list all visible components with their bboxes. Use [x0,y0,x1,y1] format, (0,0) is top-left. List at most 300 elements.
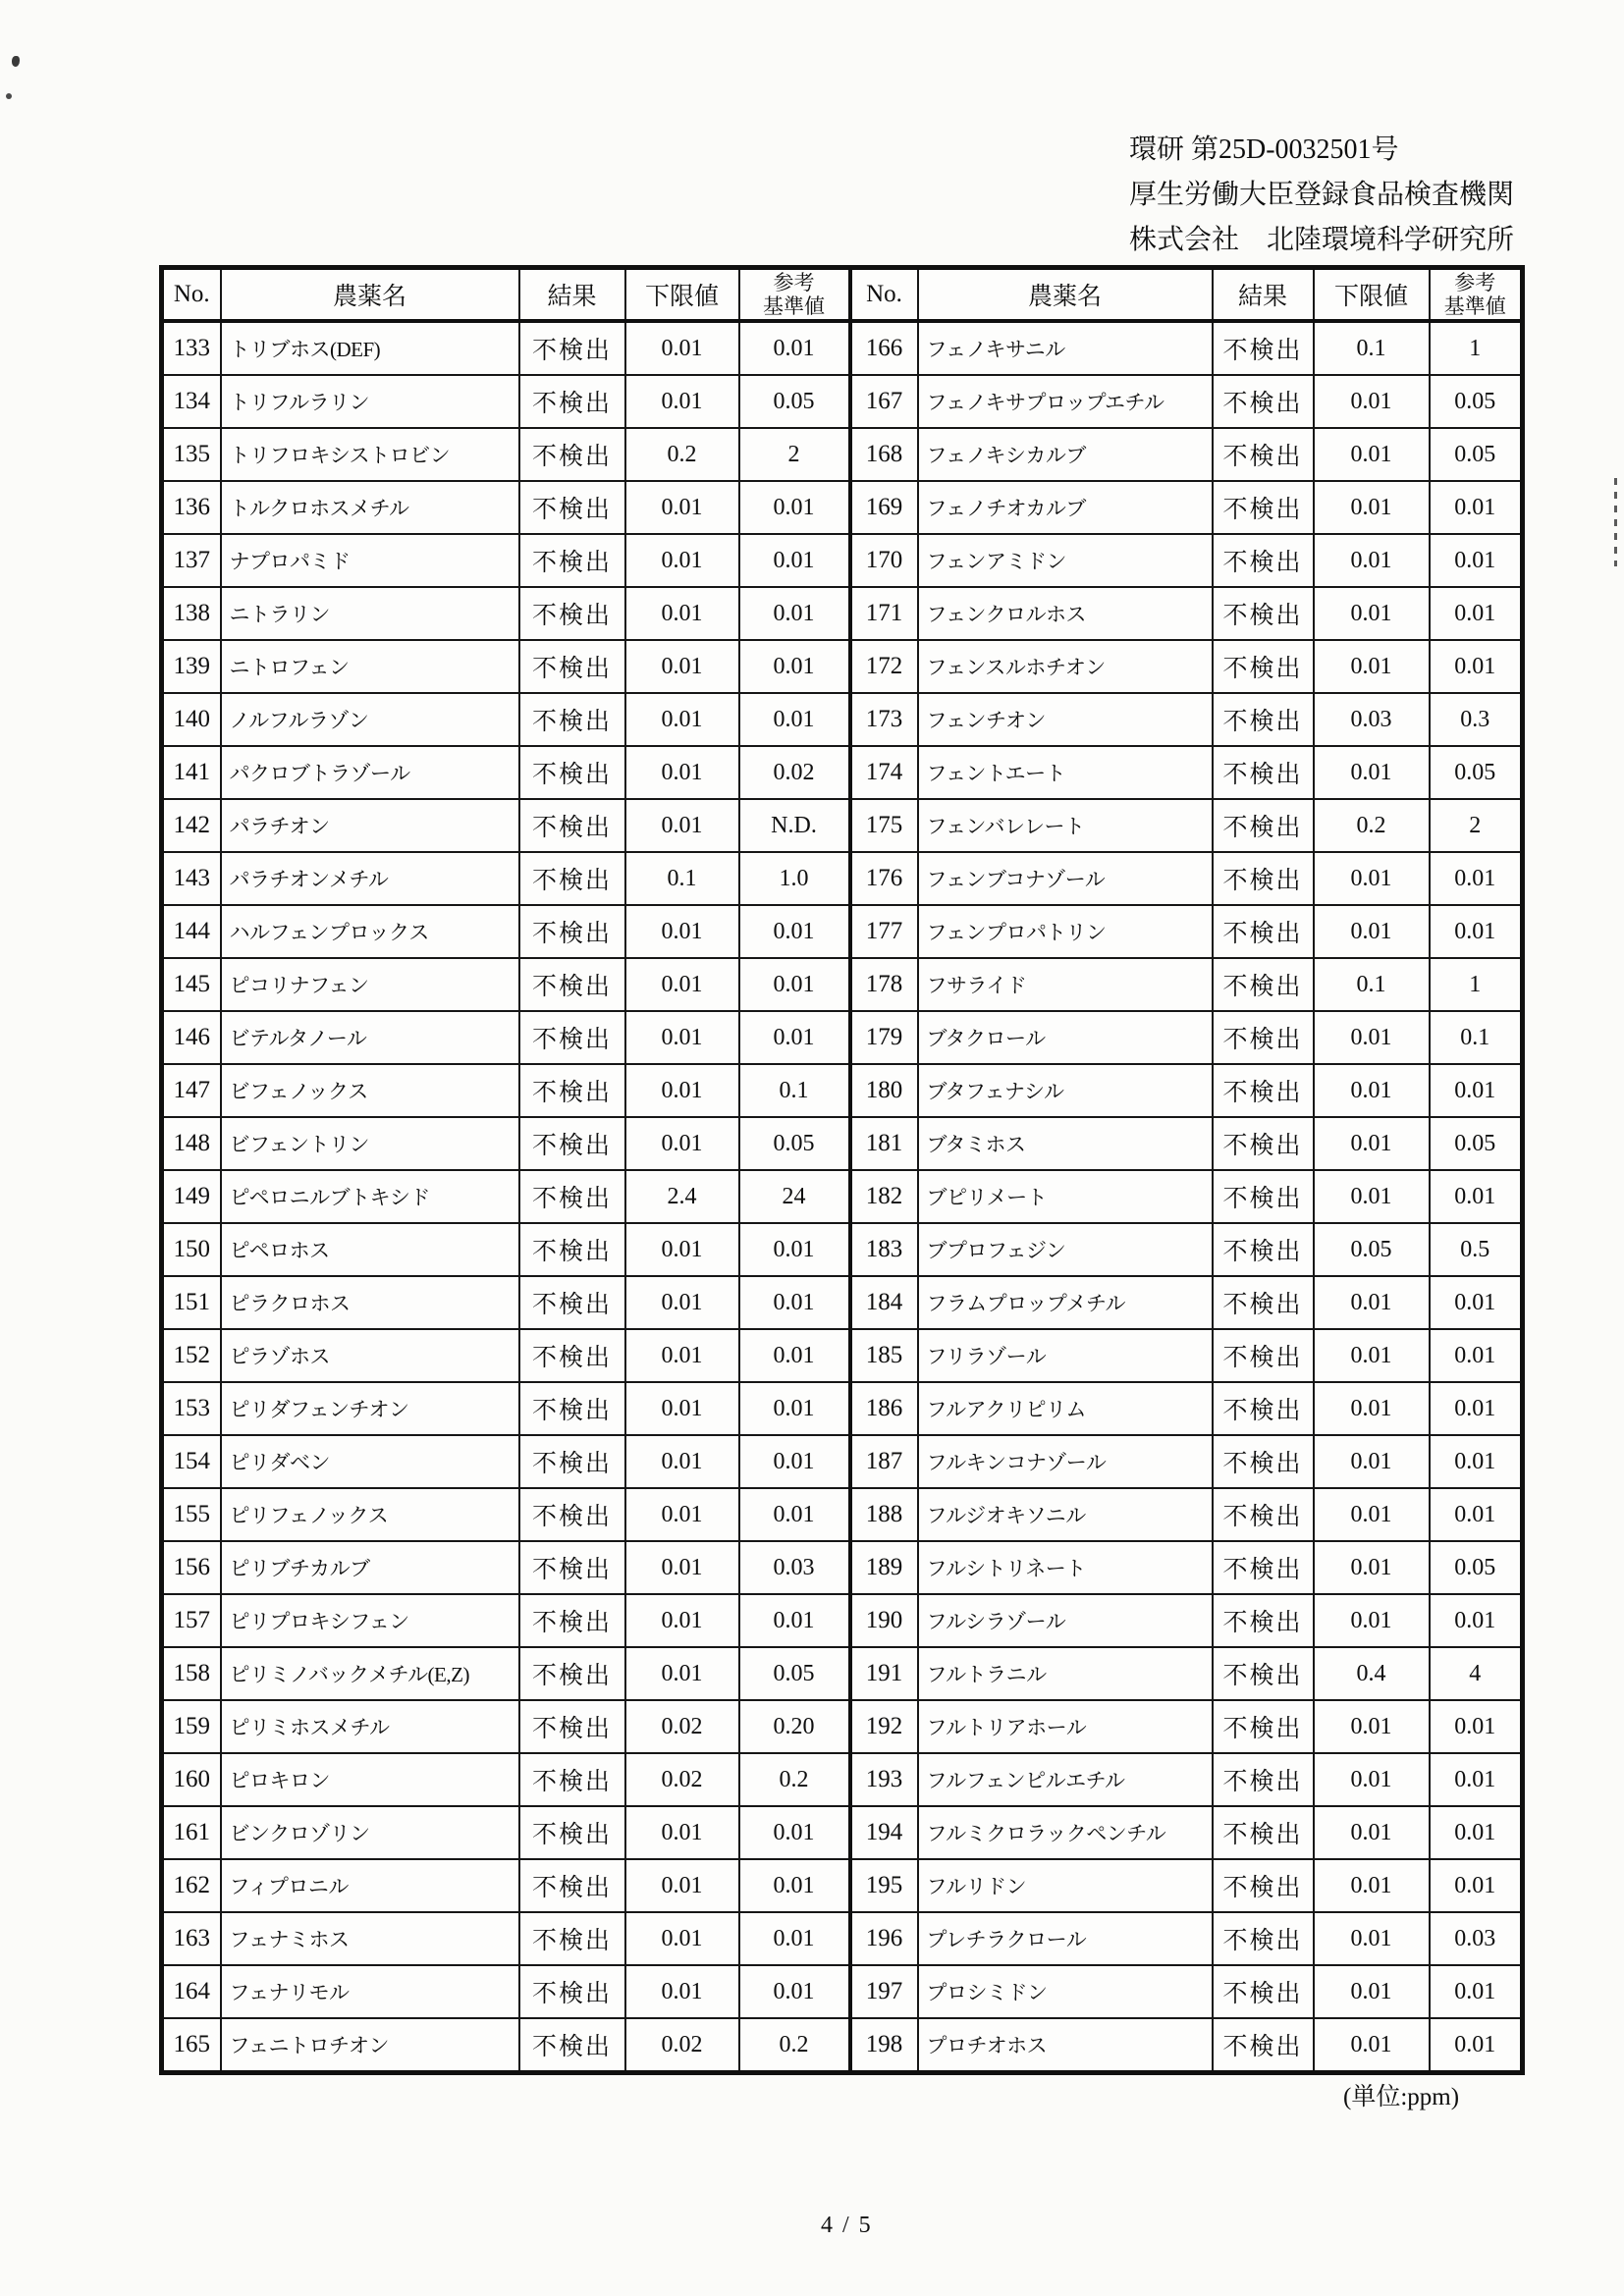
header-reference-line2: 基準値 [1443,294,1506,318]
result-value: 不検出 [519,1488,625,1541]
table-row [162,1170,1523,1223]
result-value: 不検出 [1213,1276,1314,1329]
pesticide-name: フェニトロチオン [221,2018,519,2073]
lower-limit-value: 0.01 [625,693,739,746]
reference-value: 0.01 [1430,1064,1523,1117]
lower-limit-value: 0.01 [1314,1488,1430,1541]
reference-value: 0.01 [739,905,850,958]
row-no: 198 [850,2018,918,2073]
reference-value: 0.01 [739,1965,850,2018]
table-row [162,1806,1523,1859]
pesticide-name: ピリフェノックス [221,1488,519,1541]
row-no: 151 [162,1276,221,1329]
lower-limit-value: 0.01 [1314,1541,1430,1594]
lower-limit-value: 0.03 [1314,693,1430,746]
reference-value: 0.01 [1430,1276,1523,1329]
result-value: 不検出 [519,1170,625,1223]
result-value: 不検出 [1213,587,1314,640]
result-value: 不検出 [1213,640,1314,693]
header-pesticide-name-left: 農薬名 [221,268,519,322]
table-header-row [162,268,1523,322]
row-no: 138 [162,587,221,640]
table-row [162,375,1523,428]
row-no: 163 [162,1912,221,1965]
reference-value: 0.01 [739,958,850,1011]
lower-limit-value: 0.01 [625,1912,739,1965]
table-row [162,1011,1523,1064]
result-value: 不検出 [1213,1541,1314,1594]
lower-limit-value: 0.01 [1314,1965,1430,2018]
result-value: 不検出 [519,1859,625,1912]
pesticide-name: フルミクロラックペンチル [918,1806,1213,1859]
result-value: 不検出 [519,534,625,587]
lower-limit-value: 0.01 [1314,1806,1430,1859]
reference-value: 0.01 [739,1912,850,1965]
row-no: 140 [162,693,221,746]
lower-limit-value: 0.01 [1314,1064,1430,1117]
row-no: 181 [850,1117,918,1170]
lower-limit-value: 0.05 [1314,1223,1430,1276]
result-value: 不検出 [519,958,625,1011]
reference-value: 0.01 [739,321,850,375]
reference-value: 0.01 [739,1223,850,1276]
table-row [162,1488,1523,1541]
row-no: 155 [162,1488,221,1541]
result-value: 不検出 [1213,2018,1314,2073]
result-value: 不検出 [1213,958,1314,1011]
row-no: 143 [162,852,221,905]
row-no: 147 [162,1064,221,1117]
pesticide-name: ニトラリン [221,587,519,640]
table-row [162,958,1523,1011]
reference-value: 1.0 [739,852,850,905]
reference-value: 0.1 [739,1064,850,1117]
lower-limit-value: 0.01 [1314,1382,1430,1435]
reference-value: 2 [1430,799,1523,852]
pesticide-name: ピラクロホス [221,1276,519,1329]
pesticide-name: フルリドン [918,1859,1213,1912]
row-no: 156 [162,1541,221,1594]
table-row [162,1223,1523,1276]
pesticide-name: トリフルラリン [221,375,519,428]
reference-value: 0.3 [1430,693,1523,746]
reference-value: 0.01 [739,640,850,693]
result-value: 不検出 [1213,1488,1314,1541]
lower-limit-value: 0.01 [1314,1753,1430,1806]
row-no: 184 [850,1276,918,1329]
result-value: 不検出 [1213,1859,1314,1912]
reference-value: 0.5 [1430,1223,1523,1276]
pesticide-name: フルキンコナゾール [918,1435,1213,1488]
row-no: 137 [162,534,221,587]
reference-value: 0.03 [739,1541,850,1594]
reference-value: 0.01 [1430,1965,1523,2018]
result-value: 不検出 [519,746,625,799]
lower-limit-value: 0.01 [1314,1912,1430,1965]
reference-value: 0.05 [1430,746,1523,799]
row-no: 174 [850,746,918,799]
reference-value: 0.01 [739,1488,850,1541]
reference-value: 0.01 [739,1806,850,1859]
result-value: 不検出 [519,481,625,534]
lower-limit-value: 0.01 [1314,2018,1430,2073]
scan-artifact [6,93,12,99]
table-row [162,1117,1523,1170]
row-no: 160 [162,1753,221,1806]
row-no: 133 [162,321,221,375]
pesticide-name: ハルフェンプロックス [221,905,519,958]
pesticide-name: パクロブトラゾール [221,746,519,799]
pesticide-name: ピリダベン [221,1435,519,1488]
pesticide-name: フルトリアホール [918,1700,1213,1753]
pesticide-name: ブタミホス [918,1117,1213,1170]
header-reference-line1: 参考 [1454,271,1496,294]
pesticide-name: フィプロニル [221,1859,519,1912]
pesticide-name: フェントエート [918,746,1213,799]
result-value: 不検出 [519,1647,625,1700]
table-row [162,1965,1523,2018]
row-no: 189 [850,1541,918,1594]
lower-limit-value: 0.2 [625,428,739,481]
row-no: 173 [850,693,918,746]
row-no: 162 [162,1859,221,1912]
pesticide-name: ピコリナフェン [221,958,519,1011]
lower-limit-value: 0.1 [1314,958,1430,1011]
lower-limit-value: 0.01 [625,958,739,1011]
row-no: 167 [850,375,918,428]
result-value: 不検出 [519,905,625,958]
reference-value: 0.01 [739,1276,850,1329]
lower-limit-value: 0.01 [625,1329,739,1382]
pesticide-name: フェンクロルホス [918,587,1213,640]
result-value: 不検出 [1213,1753,1314,1806]
reference-value: 0.01 [739,481,850,534]
pesticide-results-table [159,265,1525,2075]
result-value: 不検出 [519,428,625,481]
result-value: 不検出 [1213,1912,1314,1965]
pesticide-name: フェナミホス [221,1912,519,1965]
pesticide-name: ブタクロール [918,1011,1213,1064]
row-no: 194 [850,1806,918,1859]
lower-limit-value: 0.01 [625,1064,739,1117]
result-value: 不検出 [519,1594,625,1647]
pesticide-name: フルフェンピルエチル [918,1753,1213,1806]
pesticide-name: ピリミホスメチル [221,1700,519,1753]
lower-limit-value: 0.01 [1314,1011,1430,1064]
lower-limit-value: 0.01 [1314,375,1430,428]
lower-limit-value: 0.01 [625,905,739,958]
row-no: 135 [162,428,221,481]
table-row [162,428,1523,481]
lower-limit-value: 0.01 [625,375,739,428]
pesticide-name: フルアクリピリム [918,1382,1213,1435]
table-row [162,1753,1523,1806]
table-row [162,481,1523,534]
row-no: 172 [850,640,918,693]
result-value: 不検出 [1213,375,1314,428]
table-row [162,1700,1523,1753]
lower-limit-value: 0.02 [625,1753,739,1806]
table-row [162,321,1523,375]
result-value: 不検出 [1213,746,1314,799]
reference-value: 1 [1430,958,1523,1011]
row-no: 185 [850,1329,918,1382]
row-no: 183 [850,1223,918,1276]
row-no: 195 [850,1859,918,1912]
pesticide-name: フェンブコナゾール [918,852,1213,905]
header-result-right: 結果 [1213,268,1314,322]
table-row [162,1647,1523,1700]
header-pesticide-name-right: 農薬名 [918,268,1213,322]
result-value: 不検出 [519,1541,625,1594]
reference-value: 0.01 [739,1011,850,1064]
header-lower-limit-right: 下限値 [1314,268,1430,322]
pesticide-name: ブタフェナシル [918,1064,1213,1117]
result-value: 不検出 [519,1806,625,1859]
row-no: 145 [162,958,221,1011]
lower-limit-value: 0.2 [1314,799,1430,852]
pesticide-name: ビフェントリン [221,1117,519,1170]
reference-value: 0.05 [739,375,850,428]
lower-limit-value: 0.1 [625,852,739,905]
reference-value: 0.05 [1430,375,1523,428]
reference-value: 0.1 [1430,1011,1523,1064]
header-reference-left [739,268,850,322]
result-value: 不検出 [1213,852,1314,905]
reference-value: 0.05 [1430,428,1523,481]
result-value: 不検出 [519,1700,625,1753]
row-no: 164 [162,1965,221,2018]
table-row [162,640,1523,693]
pesticide-name: フェンバレレート [918,799,1213,852]
reference-value: 0.01 [739,1382,850,1435]
lower-limit-value: 0.01 [625,534,739,587]
table-row [162,1912,1523,1965]
row-no: 146 [162,1011,221,1064]
pesticide-name: フルシラゾール [918,1594,1213,1647]
lower-limit-value: 2.4 [625,1170,739,1223]
lower-limit-value: 0.01 [1314,1276,1430,1329]
row-no: 182 [850,1170,918,1223]
lower-limit-value: 0.01 [625,746,739,799]
table-row [162,1064,1523,1117]
result-value: 不検出 [519,1912,625,1965]
row-no: 141 [162,746,221,799]
row-no: 136 [162,481,221,534]
result-value: 不検出 [519,587,625,640]
reference-value: 0.2 [739,1753,850,1806]
pesticide-name: トリブホス(DEF) [221,321,519,375]
row-no: 176 [850,852,918,905]
lower-limit-value: 0.01 [1314,1435,1430,1488]
reference-value: 0.01 [739,587,850,640]
reference-value: 0.01 [739,1329,850,1382]
registration-line: 厚生労働大臣登録食品検査機関 [1129,180,1515,210]
pesticide-name: ピペロニルブトキシド [221,1170,519,1223]
pesticide-name: ピリプロキシフェン [221,1594,519,1647]
pesticide-name: ノルフルラゾン [221,693,519,746]
row-no: 139 [162,640,221,693]
pesticide-name: ニトロフェン [221,640,519,693]
lower-limit-value: 0.01 [625,1382,739,1435]
row-no: 158 [162,1647,221,1700]
lower-limit-value: 0.01 [625,587,739,640]
header-no-left: No. [162,268,221,322]
reference-value: 0.01 [739,534,850,587]
row-no: 144 [162,905,221,958]
row-no: 161 [162,1806,221,1859]
document-number: 環研 第25D-0032501号 [1129,134,1399,165]
row-no: 191 [850,1647,918,1700]
document-header [1129,128,1514,263]
row-no: 159 [162,1700,221,1753]
lower-limit-value: 0.01 [1314,587,1430,640]
table-row [162,799,1523,852]
header-reference-line1: 参考 [773,271,815,294]
pesticide-name: フェノキサニル [918,321,1213,375]
lower-limit-value: 0.01 [1314,1170,1430,1223]
pesticide-name: ナプロパミド [221,534,519,587]
table-row [162,1541,1523,1594]
pesticide-name: ブピリメート [918,1170,1213,1223]
reference-value: 0.01 [1430,1594,1523,1647]
lower-limit-value: 0.01 [1314,746,1430,799]
lower-limit-value: 0.01 [1314,1117,1430,1170]
row-no: 153 [162,1382,221,1435]
lower-limit-value: 0.4 [1314,1647,1430,1700]
lower-limit-value: 0.01 [1314,1700,1430,1753]
pesticide-name: トリフロキシストロビン [221,428,519,481]
row-no: 152 [162,1329,221,1382]
result-value: 不検出 [519,1064,625,1117]
row-no: 149 [162,1170,221,1223]
reference-value: 24 [739,1170,850,1223]
lower-limit-value: 0.01 [625,1011,739,1064]
row-no: 170 [850,534,918,587]
reference-value: 0.01 [1430,1859,1523,1912]
row-no: 157 [162,1594,221,1647]
header-lower-limit-left: 下限値 [625,268,739,322]
page-number: 4 / 5 [821,2213,873,2238]
reference-value: 0.01 [739,1435,850,1488]
header-reference-line2: 基準値 [763,294,825,318]
row-no: 142 [162,799,221,852]
pesticide-name: ピリブチカルブ [221,1541,519,1594]
scan-artifact [12,56,20,67]
row-no: 196 [850,1912,918,1965]
result-value: 不検出 [1213,428,1314,481]
result-value: 不検出 [1213,905,1314,958]
pesticide-name: ブプロフェジン [918,1223,1213,1276]
reference-value: 0.01 [1430,1170,1523,1223]
result-value: 不検出 [519,1753,625,1806]
reference-value: 0.02 [739,746,850,799]
pesticide-name: フェンスルホチオン [918,640,1213,693]
lower-limit-value: 0.01 [625,1276,739,1329]
lower-limit-value: 0.01 [625,1541,739,1594]
pesticide-name: ピリダフェンチオン [221,1382,519,1435]
result-value: 不検出 [1213,481,1314,534]
pesticide-name: パラチオン [221,799,519,852]
table-row [162,1859,1523,1912]
header-result-left: 結果 [519,268,625,322]
result-value: 不検出 [1213,1064,1314,1117]
pesticide-name: プレチラクロール [918,1912,1213,1965]
reference-value: 0.01 [1430,481,1523,534]
table-row [162,693,1523,746]
result-value: 不検出 [1213,1806,1314,1859]
result-value: 不検出 [519,693,625,746]
scan-artifact [1614,478,1617,566]
result-value: 不検出 [519,375,625,428]
lower-limit-value: 0.01 [1314,905,1430,958]
lower-limit-value: 0.01 [1314,640,1430,693]
reference-value: 0.01 [1430,1753,1523,1806]
row-no: 154 [162,1435,221,1488]
reference-value: 0.01 [1430,905,1523,958]
result-value: 不検出 [519,640,625,693]
lower-limit-value: 0.02 [625,1700,739,1753]
reference-value: 0.20 [739,1700,850,1753]
result-value: 不検出 [1213,1011,1314,1064]
table-row [162,534,1523,587]
table-row [162,746,1523,799]
pesticide-name: フルジオキソニル [918,1488,1213,1541]
lower-limit-value: 0.01 [1314,481,1430,534]
reference-value: N.D. [739,799,850,852]
reference-value: 4 [1430,1647,1523,1700]
table-row [162,1276,1523,1329]
result-value: 不検出 [519,1382,625,1435]
lower-limit-value: 0.01 [625,1594,739,1647]
lower-limit-value: 0.01 [625,1965,739,2018]
reference-value: 0.01 [739,693,850,746]
reference-value: 0.01 [1430,852,1523,905]
reference-value: 0.01 [739,1594,850,1647]
lower-limit-value: 0.01 [1314,1329,1430,1382]
lower-limit-value: 0.01 [1314,428,1430,481]
result-value: 不検出 [1213,1435,1314,1488]
lower-limit-value: 0.01 [625,1435,739,1488]
lower-limit-value: 0.01 [625,1806,739,1859]
result-value: 不検出 [1213,1117,1314,1170]
result-value: 不検出 [519,1223,625,1276]
result-value: 不検出 [519,799,625,852]
reference-value: 0.01 [1430,587,1523,640]
table-row [162,1594,1523,1647]
reference-value: 0.01 [1430,1700,1523,1753]
pesticide-name: フェノキサプロップエチル [918,375,1213,428]
pesticide-name: ビフェノックス [221,1064,519,1117]
pesticide-name: フルシトリネート [918,1541,1213,1594]
reference-value: 0.01 [1430,1382,1523,1435]
row-no: 179 [850,1011,918,1064]
reference-value: 0.01 [1430,640,1523,693]
reference-value: 1 [1430,321,1523,375]
reference-value: 0.03 [1430,1912,1523,1965]
row-no: 186 [850,1382,918,1435]
pesticide-name: ピロキロン [221,1753,519,1806]
reference-value: 0.05 [739,1647,850,1700]
pesticide-name: ピペロホス [221,1223,519,1276]
row-no: 190 [850,1594,918,1647]
table-row [162,852,1523,905]
row-no: 165 [162,2018,221,2073]
lower-limit-value: 0.01 [1314,1594,1430,1647]
pesticide-name: フェノチオカルブ [918,481,1213,534]
table-row [162,905,1523,958]
lower-limit-value: 0.01 [1314,852,1430,905]
